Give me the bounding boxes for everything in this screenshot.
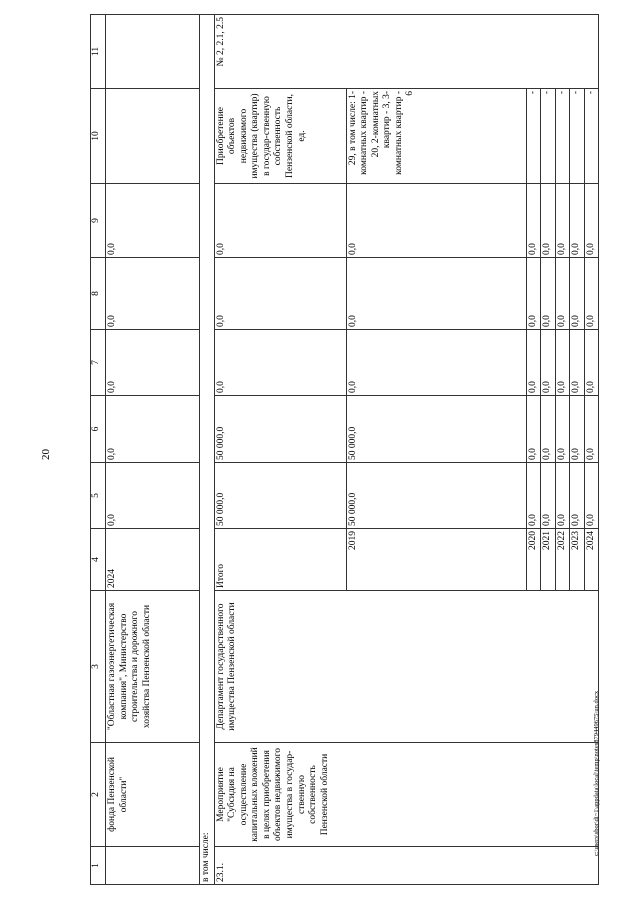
cell-num: 23.1. (214, 847, 599, 885)
cell-value: 0,0 (555, 258, 570, 330)
cell-value: 0,0 (584, 396, 599, 463)
cell-indicator: № 2, 2.1, 2.5 (214, 15, 599, 89)
cell-value: 0,0 (555, 184, 570, 258)
table-row-total (214, 15, 346, 885)
section-row (200, 15, 215, 885)
cell-year: Итого (214, 529, 346, 591)
page-number: 20 (40, 449, 52, 460)
table-row-continuation (106, 15, 200, 885)
footer-file-path: c:\users\sbor\di~1\appdata\local\temp\notes879449675\un.docx (593, 690, 600, 856)
cell-value: 0,0 (214, 184, 346, 258)
cell-value: 0,0 (541, 330, 556, 396)
cell-value: 0,0 (526, 396, 541, 463)
cell-indicator (106, 15, 200, 89)
cell-value: 0,0 (541, 463, 556, 529)
header-cell: 8 (91, 258, 106, 330)
cell-value: 0,0 (584, 184, 599, 258)
cell-executor: "Областная газоэнергетическая компания", Министерство строительства и дорожного хозяйства Пензенской области (106, 591, 200, 743)
cell-result: - (541, 89, 556, 184)
cell-value: 50 000,0 (346, 396, 526, 463)
cell-value: 0,0 (106, 330, 200, 396)
header-cell: 4 (91, 529, 106, 591)
cell-result: - (555, 89, 570, 184)
cell-value: 0,0 (346, 330, 526, 396)
cell-value: 0,0 (584, 330, 599, 396)
header-cell: 1 (91, 847, 106, 885)
cell-year: 2023 (570, 529, 585, 591)
cell-result: 29, в том числе: 1-комнатных квартир - 20, 2-комнатных квартир - 3, 3-комнатных квартир - 6 (346, 89, 526, 184)
cell-value: 0,0 (555, 330, 570, 396)
cell-year: 2024 (106, 529, 200, 591)
cell-value: 0,0 (214, 330, 346, 396)
cell-value: 0,0 (541, 184, 556, 258)
header-cell: 10 (91, 89, 106, 184)
section-label: в том числе: (200, 15, 215, 885)
cell-value: 0,0 (570, 396, 585, 463)
header-row (91, 15, 106, 885)
cell-value: 50 000,0 (214, 396, 346, 463)
cell-value: 0,0 (555, 463, 570, 529)
cell-value: 0,0 (106, 396, 200, 463)
cell-value: 0,0 (346, 184, 526, 258)
cell-value: 0,0 (570, 463, 585, 529)
cell-value: 0,0 (526, 330, 541, 396)
cell-executor: Департамент государственного имущества Пензенской области (214, 591, 599, 743)
header-cell: 7 (91, 330, 106, 396)
header-cell: 3 (91, 591, 106, 743)
cell-num (106, 847, 200, 885)
cell-result: - (570, 89, 585, 184)
cell-value: 0,0 (346, 258, 526, 330)
cell-year: 2020 (526, 529, 541, 591)
cell-result: - (584, 89, 599, 184)
cell-value: 0,0 (541, 258, 556, 330)
cell-value: 0,0 (584, 463, 599, 529)
cell-value: 50 000,0 (346, 463, 526, 529)
header-cell: 6 (91, 396, 106, 463)
cell-name: Мероприятие "Субсидия на осуществление капитальных вложений в целях приобретения объектов недвижимого имущества в государ-ственную собственность Пензенской области (214, 743, 599, 847)
header-cell: 11 (91, 15, 106, 89)
program-table (90, 15, 596, 885)
cell-value: 0,0 (526, 184, 541, 258)
cell-value: 0,0 (106, 258, 200, 330)
cell-year: 2021 (541, 529, 556, 591)
cell-value: 0,0 (570, 330, 585, 396)
cell-result: - (526, 89, 541, 184)
cell-value: 50 000,0 (214, 463, 346, 529)
cell-year: 2024 (584, 529, 599, 591)
cell-value: 0,0 (570, 258, 585, 330)
cell-value: 0,0 (526, 463, 541, 529)
header-cell: 2 (91, 743, 106, 847)
header-cell: 9 (91, 184, 106, 258)
cell-value: 0,0 (570, 184, 585, 258)
cell-value: 0,0 (106, 184, 200, 258)
cell-result (106, 89, 200, 184)
header-cell: 5 (91, 463, 106, 529)
cell-name: фонда Пензенской области" (106, 743, 200, 847)
cell-value: 0,0 (214, 258, 346, 330)
cell-value: 0,0 (106, 463, 200, 529)
cell-year: 2019 (346, 529, 526, 591)
cell-result: Приобретение объектов недвижимого имущества (квартир) в государ-ственную собственность Пензенской области, ед. (214, 89, 346, 184)
cell-value: 0,0 (555, 396, 570, 463)
cell-year: 2022 (555, 529, 570, 591)
cell-value: 0,0 (541, 396, 556, 463)
cell-value: 0,0 (526, 258, 541, 330)
cell-value: 0,0 (584, 258, 599, 330)
